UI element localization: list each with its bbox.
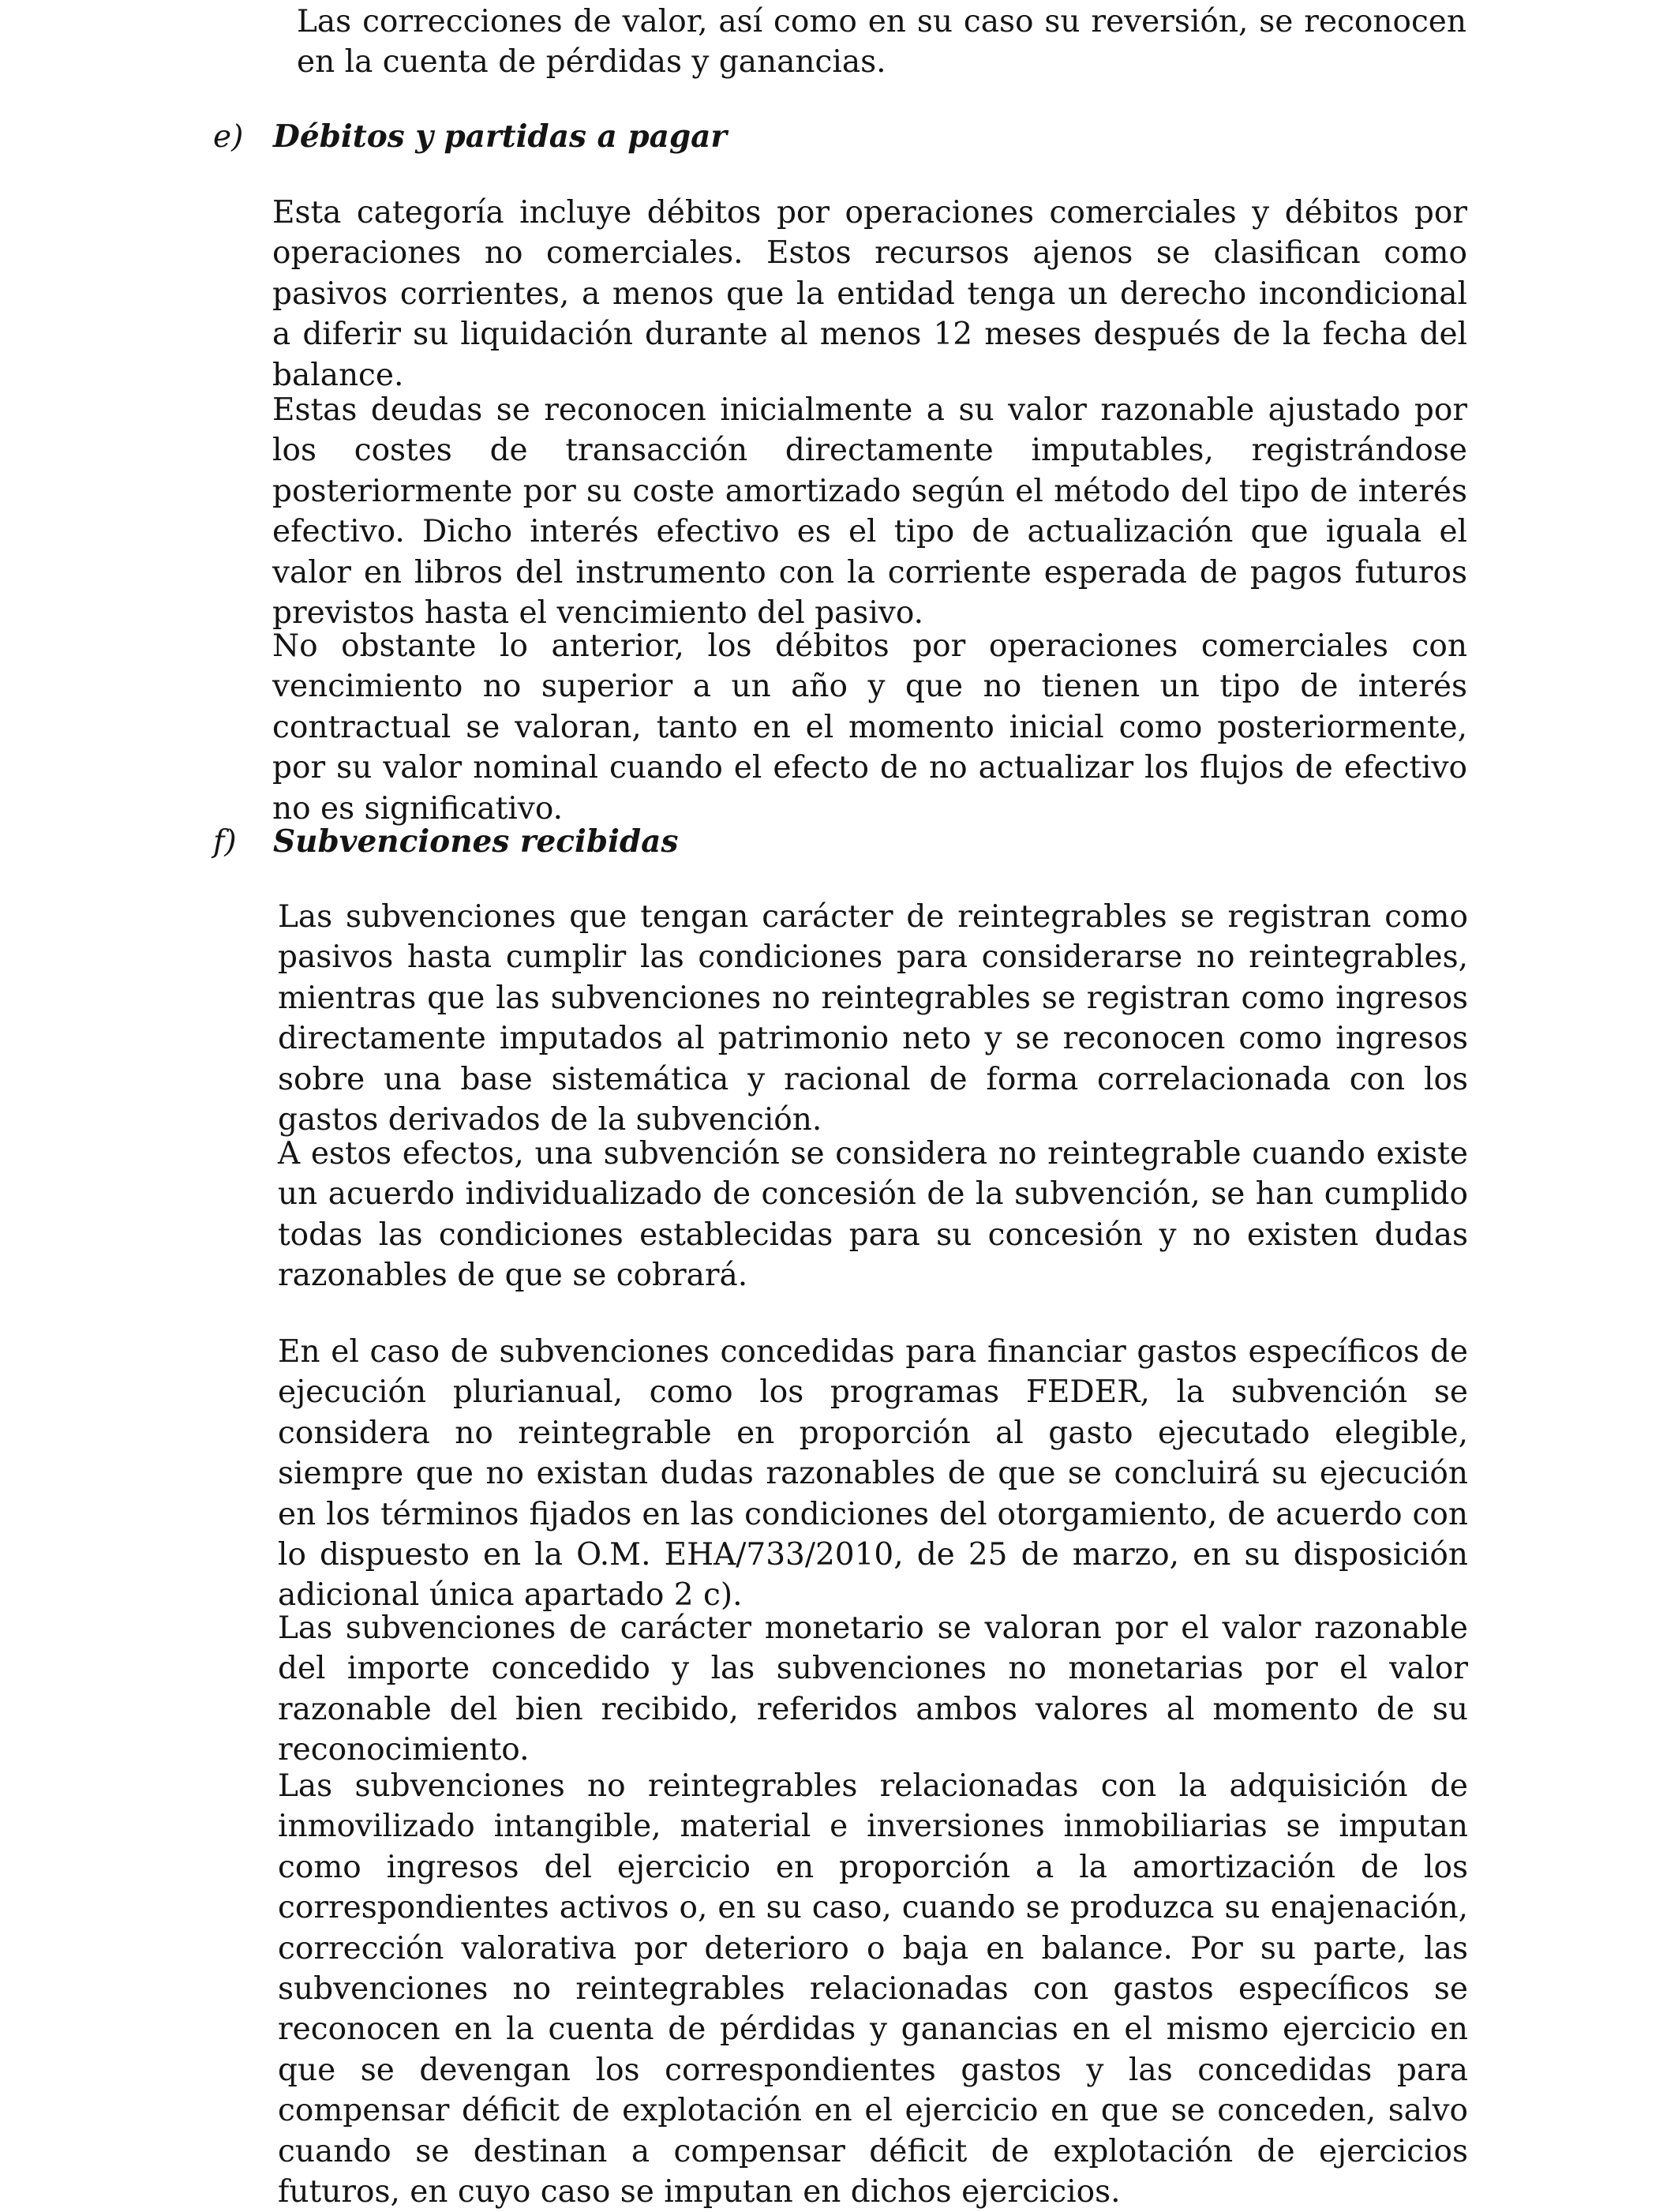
intro-paragraph: Las correcciones de valor, así como en su caso su reversión, se reconocen en la cuenta de pérdidas y ganancias.: [297, 4, 1466, 81]
section-f-paragraph-5: Las subvenciones no reintegrables relacionadas con la adquisición de inmovilizado intangible, material e inversiones inmobiliarias se imputan como ingresos del ejercicio en proporción a la amortización de los correspondientes activos o, en su caso, cuando se produzca su enajenación, corrección valorativa por deterioro o baja en balance. Por su parte, las subvenciones no reintegrables relacionadas con gastos específicos se reconocen en la cuenta de pérdidas y ganancias en el mismo ejercicio en que se devengan los correspondientes gastos y las concedidas para compensar déficit de explotación en el ejercicio en que se conceden, salvo cuando se destinan a compensar déficit de explotación de ejercicios futuros, en cuyo caso se imputan en dichos ejercicios.: [278, 1768, 1468, 2210]
section-f-paragraph-2: A estos efectos, una subvención se considera no reintegrable cuando existe un acuerdo individualizado de concesión de la subvención, se han cumplido todas las condiciones establecidas para su concesión y no existen dudas razonables de que se cobrará.: [278, 1136, 1468, 1294]
section-f-title: Subvenciones recibidas: [273, 823, 679, 860]
section-f-paragraph-4: Las subvenciones de carácter monetario se valoran por el valor razonable del importe concedido y las subvenciones no monetarias por el valor razonable del bien recibido, referidos ambos valores al momento de su reconocimiento.: [278, 1610, 1468, 1768]
section-f-paragraph-1: Las subvenciones que tengan carácter de reintegrables se registran como pasivos hasta cumplir las condiciones para considerarse no reintegrables, mientras que las subvenciones no reintegrables se registran como ingresos directamente imputados al patrimonio neto y se reconocen como ingresos sobre una base sistemática y racional de forma correlacionada con los gastos derivados de la subvención.: [278, 899, 1468, 1138]
section-e-title: Débitos y partidas a pagar: [273, 118, 727, 155]
section-e-paragraph-2: Estas deudas se reconocen inicialmente a su valor razonable ajustado por los costes de transacción directamente imputables, registrándose posteriormente por su coste amortizado según el método del tipo de interés efectivo. Dicho interés efectivo es el tipo de actualización que iguala el valor en libros del instrumento con la corriente esperada de pagos futuros previstos hasta el vencimiento del pasivo.: [272, 392, 1467, 632]
section-f-paragraph-3: En el caso de subvenciones concedidas para financiar gastos específicos de ejecución plurianual, como los programas FEDER, la subvención se considera no reintegrable en proporción al gasto ejecutado elegible, siempre que no existan dudas razonables de que se concluirá su ejecución en los términos fijados en las condiciones del otorgamiento, de acuerdo con lo dispuesto en la O.M. EHA/733/2010, de 25 de marzo, en su disposición adicional única apartado 2 c).: [278, 1334, 1468, 1614]
section-e-paragraph-1: Esta categoría incluye débitos por operaciones comerciales y débitos por operaciones no comerciales. Estos recursos ajenos se clasifican como pasivos corrientes, a menos que la entidad tenga un derecho incondicional a diferir su liquidación durante al menos 12 meses después de la fecha del balance.: [272, 195, 1467, 393]
section-f-letter: f): [213, 824, 237, 860]
section-e-letter: e): [213, 119, 244, 155]
section-e-paragraph-3: No obstante lo anterior, los débitos por operaciones comerciales con vencimiento no superior a un año y que no tienen un tipo de interés contractual se valoran, tanto en el momento inicial como posteriormente, por su valor nominal cuando el efecto de no actualizar los flujos de efectivo no es significativo.: [272, 628, 1467, 827]
